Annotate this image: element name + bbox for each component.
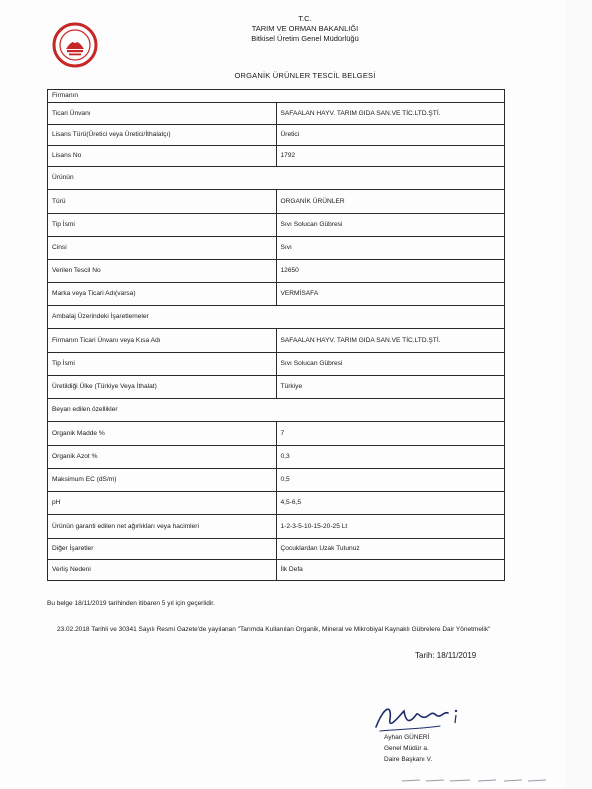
signer-block xyxy=(384,732,432,765)
field-label: Maksimum EC (dS/m) xyxy=(48,469,277,492)
field-value: Sıvı Solucan Gübresi xyxy=(276,353,505,376)
field-label: Tip İsmi xyxy=(48,214,277,237)
scan-edge xyxy=(566,0,592,789)
signature-icon xyxy=(370,697,470,737)
signer-title-2: Daire Başkanı V. xyxy=(384,756,433,763)
table-row xyxy=(48,214,505,237)
field-label: Firmanın Ticari Ünvanı veya Kısa Adı xyxy=(48,329,277,353)
table-row xyxy=(48,125,505,146)
field-value: Üretici xyxy=(276,125,505,146)
field-label: Organik Azot % xyxy=(48,446,277,469)
field-value: Çocuklardan Uzak Tutunuz xyxy=(276,539,505,560)
field-label: Ürünün garanti edilen net ağırlıkları veya hacimleri xyxy=(48,515,277,539)
scan-artifact-icon xyxy=(400,776,550,784)
table-row xyxy=(48,146,505,167)
field-value: SAFAALAN HAYV. TARIM GIDA SAN.VE TİC.LTD.ŞTİ. xyxy=(276,103,505,125)
table-row xyxy=(48,492,505,515)
table-row xyxy=(48,329,505,353)
section-label: Firmanın xyxy=(48,90,505,103)
table-row xyxy=(48,446,505,469)
validity-note: Bu belge 18/11/2019 tarihinden itibaren 5 yıl için geçerlidir. xyxy=(47,600,215,607)
field-value: 0,3 xyxy=(276,446,505,469)
section-row xyxy=(48,399,505,422)
section-row xyxy=(48,167,505,190)
table-row xyxy=(48,469,505,492)
signer-name: Ayhan GÜNERİ xyxy=(384,734,430,741)
registration-table xyxy=(47,89,505,581)
table-row xyxy=(48,353,505,376)
table-row xyxy=(48,190,505,214)
table-row xyxy=(48,103,505,125)
field-label: Lisans No xyxy=(48,146,277,167)
field-label: Lisans Türü(Üretici veya Üretici/İthalatçı) xyxy=(48,125,277,146)
field-value: Sıvı Solucan Gübresi xyxy=(276,214,505,237)
field-value: VERMİSAFA xyxy=(276,283,505,306)
table-row xyxy=(48,237,505,260)
section-row xyxy=(48,306,505,329)
table-row xyxy=(48,283,505,306)
field-value: İlk Defa xyxy=(276,560,505,581)
table-row xyxy=(48,422,505,446)
field-label: Tip İsmi xyxy=(48,353,277,376)
issue-date: Tarih: 18/11/2019 xyxy=(415,651,477,660)
field-label: pH xyxy=(48,492,277,515)
field-label: Ticari Ünvanı xyxy=(48,103,277,125)
field-value: 0,5 xyxy=(276,469,505,492)
field-value: 12650 xyxy=(276,260,505,283)
header-line-tc: T.C. xyxy=(298,14,312,23)
table-row xyxy=(48,539,505,560)
table-row xyxy=(48,376,505,399)
table-row xyxy=(48,260,505,283)
field-label: Diğer İşaretler xyxy=(48,539,277,560)
letterhead xyxy=(180,14,430,44)
ministry-seal-icon xyxy=(52,22,98,68)
field-value: 4,5-6,5 xyxy=(276,492,505,515)
field-value: Türkiye xyxy=(276,376,505,399)
field-label: Organik Madde % xyxy=(48,422,277,446)
field-label: Türü xyxy=(48,190,277,214)
signer-title-1: Genel Müdür a. xyxy=(384,745,429,752)
document-title: ORGANİK ÜRÜNLER TESCİL BELGESİ xyxy=(234,71,376,80)
field-value: Sıvı xyxy=(276,237,505,260)
field-label: Üretildiği Ülke (Türkiye Veya İthalat) xyxy=(48,376,277,399)
field-label: Cinsi xyxy=(48,237,277,260)
field-label: Verilen Tescil No xyxy=(48,260,277,283)
legal-reference: 23.02.2018 Tarihli ve 30341 Sayılı Resmi Gazete'de yayılanan "Tarımda Kullanılan Organik, Mineral ve Mikrobiyal Kaynaklı Gübrelere Dair Yönetmelik" xyxy=(57,626,491,633)
field-label: Verliş Nedeni xyxy=(48,560,277,581)
field-value: 1-2-3-5-10-15-20-25 Lt xyxy=(276,515,505,539)
field-value: ORGANİK ÜRÜNLER xyxy=(276,190,505,214)
section-row xyxy=(48,90,505,103)
section-label: Ambalaj Üzerindeki İşaretlemeler xyxy=(48,306,505,329)
section-label: Beyan edilen özellikler xyxy=(48,399,505,422)
table-row xyxy=(48,560,505,581)
header-directorate: Bitkisel Üretim Genel Müdürlüğü xyxy=(251,34,359,43)
header-ministry: TARIM VE ORMAN BAKANLIĞI xyxy=(251,24,359,33)
field-value: SAFAALAN HAYV. TARIM GIDA SAN.VE TİC.LTD.ŞTİ. xyxy=(276,329,505,353)
field-label: Marka veya Ticari Adı(varsa) xyxy=(48,283,277,306)
field-value: 7 xyxy=(276,422,505,446)
table-row xyxy=(48,515,505,539)
section-label: Ürünün xyxy=(48,167,505,190)
field-value: 1792 xyxy=(276,146,505,167)
